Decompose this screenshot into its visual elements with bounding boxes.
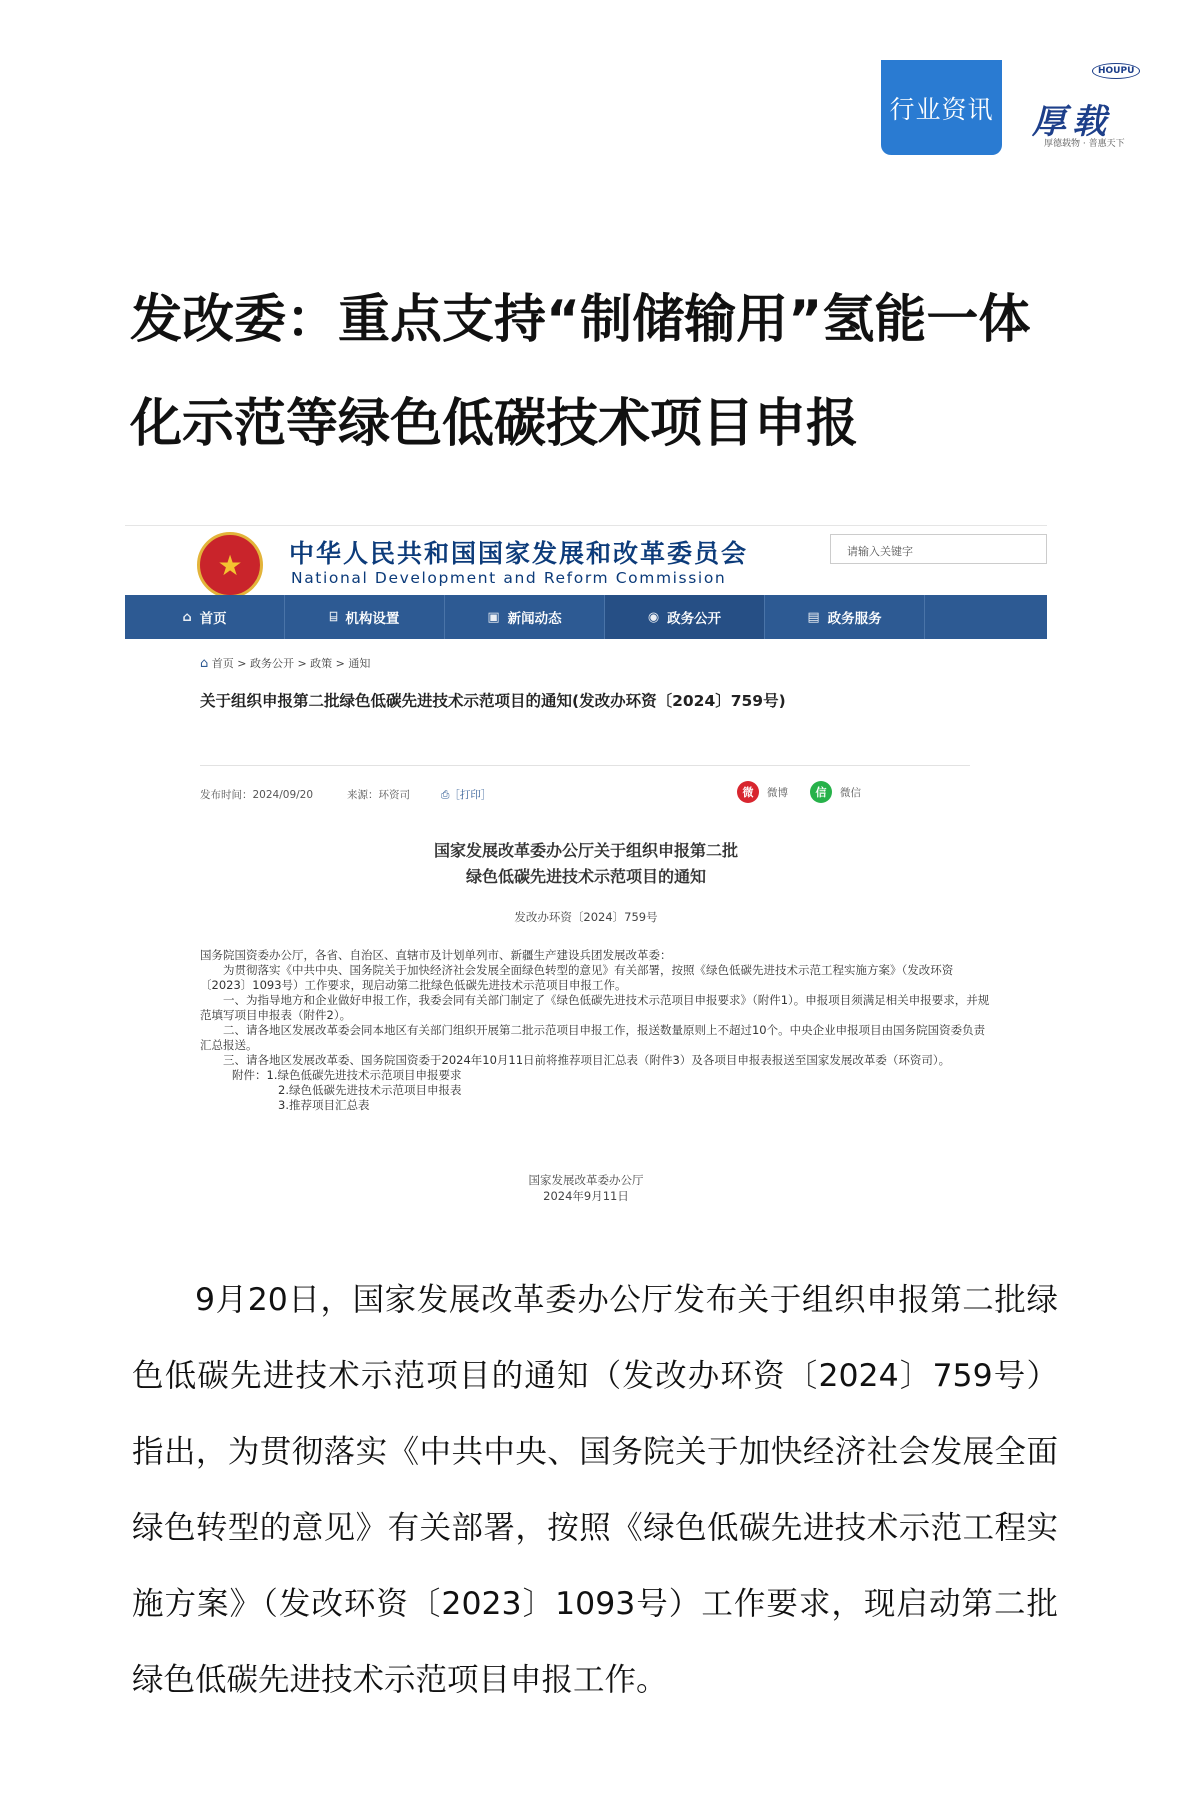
home-icon: ⌂	[200, 656, 209, 671]
nav-item-news[interactable]: ▣ 新闻动态	[445, 595, 605, 639]
notice-paragraph: 一、为指导地方和企业做好申报工作，我委会同有关部门制定了《绿色低碳先进技术示范项目申报要求》（附件1）。申报项目须满足相关申报要求，并规范填写项目申报表（附件2）。	[200, 993, 990, 1022]
nav-spacer	[925, 595, 1047, 639]
site-name-en: National Development and Reform Commission	[291, 569, 727, 587]
breadcrumb-text[interactable]: 首页 > 政务公开 > 政策 > 通知	[211, 657, 371, 670]
nav-item-home[interactable]: ⌂ 首页	[125, 595, 285, 639]
list-icon: ▤	[807, 609, 820, 625]
article-paragraph: 9月20日，国家发展改革委办公厅发布关于组织申报第二批绿色低碳先进技术示范项目的通知（发改办环资〔2024〕759号）指出，为贯彻落实《中共中央、国务院关于加快经济社会发展全面绿色转型的意见》有关部署，按照《绿色低碳先进技术示范工程实施方案》（发改环资〔2023〕1093号）工作要求，现启动第二批绿色低碳先进技术示范项目申报工作。	[132, 1282, 1058, 1698]
site-search-input[interactable]: 请输入关键字	[830, 534, 1047, 564]
notice-paragraph: 为贯彻落实《中共中央、国务院关于加快经济社会发展全面绿色转型的意见》有关部署，按照《绿色低碳先进技术示范工程实施方案》（发改环资〔2023〕1093号）工作要求，现启动第二批绿色低碳先进技术示范项目申报工作。	[200, 963, 954, 992]
nav-item-organization[interactable]: ⌸ 机构设置	[285, 595, 445, 639]
source: 来源：环资司	[347, 789, 410, 801]
national-emblem-icon: ★	[197, 532, 263, 598]
notice-recipients: 国务院国资委办公厅，各省、自治区、直辖市及计划单列市、新疆生产建设兵团发展改革委：	[200, 948, 672, 962]
attachment-item: 2.绿色低碳先进技术示范项目申报表	[278, 1083, 462, 1097]
publish-date: 发布时间：2024/09/20	[200, 789, 314, 801]
broadcast-icon: ◉	[647, 609, 660, 625]
divider	[200, 765, 970, 766]
site-header	[125, 525, 1047, 604]
logo-tagline: 厚德载物 · 普惠天下	[1044, 139, 1125, 149]
attachment-item: 附件：1.绿色低碳先进技术示范项目申报要求	[232, 1068, 462, 1082]
home-icon: ⌂	[182, 609, 192, 625]
weibo-icon: 微	[737, 781, 759, 803]
wechat-icon: 信	[810, 781, 832, 803]
notice-paragraph: 三、请各地区发展改革委、国务院国资委于2024年10月11日前将推荐项目汇总表（附件3）及各项目申报表报送至国家发展改革委（环资司）。	[223, 1053, 951, 1067]
print-link[interactable]: ⎙［打印］	[441, 789, 492, 801]
breadcrumb	[200, 655, 370, 671]
notice-number: 发改办环资〔2024〕759号	[514, 910, 658, 924]
notice-title: 国家发展改革委办公厅关于组织申报第二批 绿色低碳先进技术示范项目的通知	[433, 841, 738, 886]
signer: 国家发展改革委办公厅	[528, 1173, 644, 1187]
share-weibo[interactable]: 微 微博	[737, 781, 788, 803]
logo-brand-badge: HOUPU	[1092, 63, 1140, 79]
share-wechat[interactable]: 信 微信	[810, 781, 861, 803]
building-icon: ⌸	[329, 609, 338, 625]
nav-item-services[interactable]: ▤ 政务服务	[765, 595, 925, 639]
document-title: 关于组织申报第二批绿色低碳先进技术示范项目的通知(发改办环资〔2024〕759号)	[200, 692, 786, 710]
brand-logo	[1010, 58, 1180, 158]
site-name-cn: 中华人民共和国国家发展和改革委员会	[289, 539, 749, 568]
embedded-website-screenshot	[125, 525, 1047, 1215]
news-icon: ▣	[487, 609, 500, 625]
attachment-item: 3.推荐项目汇总表	[278, 1098, 370, 1112]
category-tag: 行业资讯	[881, 60, 1002, 155]
sign-date: 2024年9月11日	[543, 1189, 629, 1203]
site-nav-bar	[125, 595, 1047, 639]
article-headline: 发改委：重点支持“制储输用”氢能一体化示范等绿色低碳技术项目申报	[130, 290, 1031, 454]
nav-item-public-affairs[interactable]: ◉ 政务公开	[605, 595, 765, 639]
notice-body	[200, 948, 990, 1113]
notice-paragraph: 二、请各地区发展改革委会同本地区有关部门组织开展第二批示范项目申报工作，报送数量原则上不超过10个。中央企业申报项目由国务院国资委负责汇总报送。	[200, 1023, 986, 1052]
notice-signature	[125, 1172, 1047, 1204]
logo-calligraphy: 厚载	[1032, 102, 1112, 142]
